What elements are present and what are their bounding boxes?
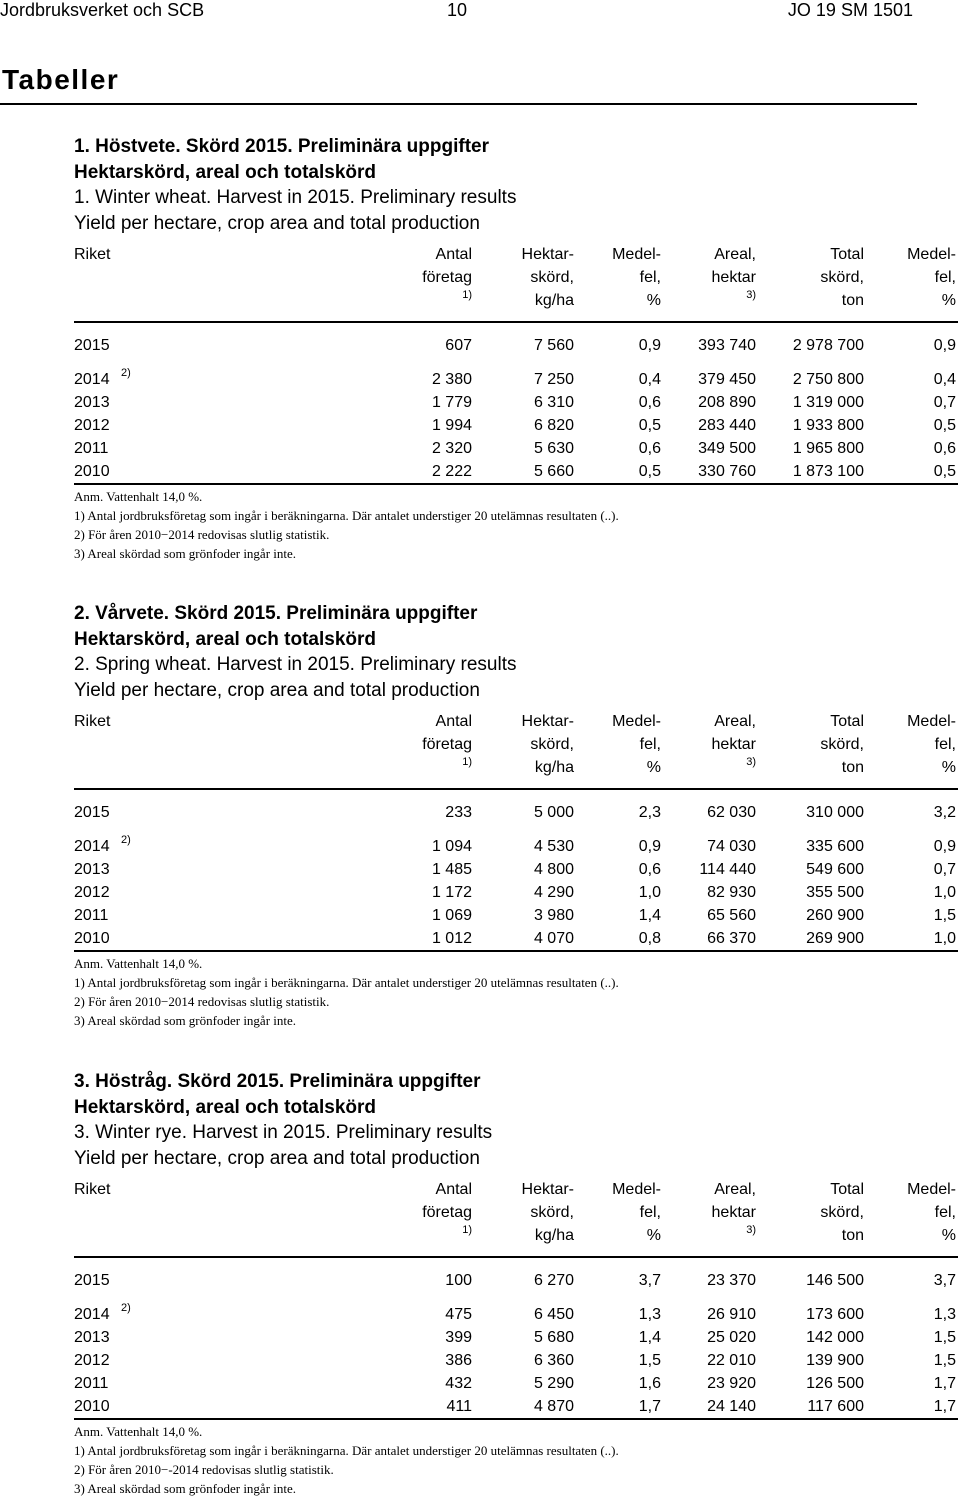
- header-line: Medel-: [612, 246, 661, 263]
- header-riket: Riket: [74, 1181, 111, 1198]
- col-medelfel: 1,5: [638, 1352, 661, 1369]
- col-hektarskord: 6 360: [533, 1352, 574, 1369]
- col-antal-foretag: 2 222: [431, 463, 472, 480]
- col-medelfel-total: 0,4: [933, 371, 956, 388]
- col-hektarskord: 5 660: [533, 463, 574, 480]
- col-riket: 2012: [74, 1352, 110, 1369]
- table-block-2: [74, 601, 958, 1030]
- col-hektarskord: 4 530: [533, 838, 574, 855]
- col-antal-foretag: 411: [446, 1398, 472, 1415]
- page-header: [0, 0, 960, 24]
- table-title-en: 2. Spring wheat. Harvest in 2015. Preliminary results: [74, 654, 517, 675]
- data-table: [74, 710, 958, 1030]
- col-riket: 2012: [74, 884, 110, 901]
- col-hektarskord: 7 560: [533, 337, 574, 354]
- table-header: [74, 710, 958, 790]
- col-areal: 393 740: [698, 337, 756, 354]
- col-hektarskord: 4 290: [533, 884, 574, 901]
- col-antal-foretag: 1 172: [431, 884, 472, 901]
- note-line: 2) För åren 2010−2014 redovisas slutlig statistik.: [74, 994, 330, 1009]
- header-line: ton: [841, 759, 864, 776]
- col-antal-foretag: 1 094: [431, 838, 472, 855]
- table-row: [74, 1395, 958, 1420]
- col-total-skord: 1 933 800: [792, 417, 864, 434]
- header-line: företag: [422, 269, 472, 286]
- header-line: skörd,: [820, 269, 864, 286]
- header-col-total-skord: [820, 243, 864, 312]
- col-antal-foretag: 100: [445, 1272, 472, 1289]
- table-row: [74, 368, 958, 391]
- footnote-marker: 1): [462, 1224, 472, 1236]
- header-col-total-skord: [820, 710, 864, 779]
- header-line: %: [941, 292, 956, 309]
- table-header: [74, 1178, 958, 1258]
- header-col-areal: [712, 710, 756, 769]
- header-line: skörd,: [530, 736, 574, 753]
- table-notes: [74, 487, 958, 563]
- note-line: 2) För åren 2010−2014 redovisas slutlig statistik.: [74, 527, 330, 542]
- header-line: företag: [422, 1204, 472, 1221]
- header-line: hektar: [711, 269, 756, 286]
- col-medelfel: 1,7: [638, 1398, 661, 1415]
- header-line: Areal,: [714, 1181, 756, 1198]
- col-riket: 2012: [74, 417, 110, 434]
- col-areal: 349 500: [698, 440, 756, 457]
- col-riket: 2014: [74, 1306, 110, 1323]
- note-line: 2) För åren 2010−-2014 redovisas slutlig statistik.: [74, 1462, 334, 1477]
- col-hektarskord: 4 870: [533, 1398, 574, 1415]
- header-col-hektarskord: [522, 1178, 574, 1247]
- table-block-3: [74, 1069, 958, 1498]
- header-line: skörd,: [820, 1204, 864, 1221]
- header-line: kg/ha: [534, 1227, 574, 1244]
- col-medelfel: 2,3: [638, 804, 661, 821]
- header-line: Medel-: [907, 713, 956, 730]
- table-row: [74, 1349, 958, 1372]
- footnote-marker: 1): [462, 289, 472, 301]
- header-col-antal-foretag: [422, 710, 472, 769]
- col-antal-foretag: 233: [445, 804, 472, 821]
- table-row: [74, 437, 958, 460]
- col-antal-foretag: 432: [445, 1375, 472, 1392]
- col-medelfel: 0,9: [638, 838, 661, 855]
- col-total-skord: 549 600: [806, 861, 864, 878]
- col-medelfel: 1,6: [638, 1375, 661, 1392]
- header-line: ton: [841, 292, 864, 309]
- col-medelfel-total: 0,6: [933, 440, 956, 457]
- col-antal-foretag: 1 994: [431, 417, 472, 434]
- col-medelfel-total: 1,5: [933, 1329, 956, 1346]
- table-subtitle-sv: Hektarskörd, areal och totalskörd: [74, 161, 376, 183]
- col-areal: 24 140: [707, 1398, 756, 1415]
- footnote-marker: 1): [462, 756, 472, 768]
- col-total-skord: 173 600: [806, 1306, 864, 1323]
- table-row: [74, 801, 958, 824]
- header-col-areal: [712, 1178, 756, 1237]
- header-line: Medel-: [612, 713, 661, 730]
- header-line: Areal,: [714, 713, 756, 730]
- col-riket: 2014: [74, 371, 110, 388]
- table-title-sv: 2. Vårvete. Skörd 2015. Preliminära uppgifter: [74, 603, 478, 624]
- col-riket: 2015: [74, 337, 110, 354]
- col-areal: 26 910: [707, 1306, 756, 1323]
- col-total-skord: 310 000: [806, 804, 864, 821]
- table-title-sv: 1. Höstvete. Skörd 2015. Preliminära uppgifter: [74, 136, 489, 157]
- col-riket: 2010: [74, 1398, 110, 1415]
- col-total-skord: 269 900: [806, 930, 864, 947]
- col-medelfel: 0,4: [638, 371, 661, 388]
- col-medelfel: 1,4: [638, 1329, 661, 1346]
- table-subtitle-sv: Hektarskörd, areal och totalskörd: [74, 1096, 376, 1118]
- col-total-skord: 126 500: [806, 1375, 864, 1392]
- data-table: [74, 1178, 958, 1498]
- col-medelfel-total: 1,7: [933, 1375, 956, 1392]
- col-total-skord: 146 500: [806, 1272, 864, 1289]
- table-row: [74, 334, 958, 357]
- header-line: Hektar-: [521, 713, 574, 730]
- table-row: [74, 835, 958, 858]
- footnote-marker: 3): [746, 756, 756, 768]
- header-line: fel,: [934, 1204, 956, 1221]
- note-line: 1) Antal jordbruksföretag som ingår i beräkningarna. Där antalet understiger 20 utelämnas resultaten (..).: [74, 1443, 619, 1458]
- col-areal: 114 440: [699, 861, 756, 878]
- header-col-antal-foretag: [422, 1178, 472, 1237]
- header-col-medelfel-total: [907, 243, 956, 312]
- header-line: fel,: [934, 269, 956, 286]
- table-title-en: 1. Winter wheat. Harvest in 2015. Preliminary results: [74, 187, 517, 208]
- page-number: 10: [447, 0, 468, 20]
- col-areal: 25 020: [707, 1329, 756, 1346]
- col-medelfel-total: 3,7: [933, 1272, 956, 1289]
- col-antal-foretag: 475: [445, 1306, 472, 1323]
- data-table: [74, 243, 958, 563]
- table-title-sv: 3. Höstråg. Skörd 2015. Preliminära uppgifter: [74, 1071, 481, 1092]
- header-line: %: [941, 759, 956, 776]
- header-line: Antal: [435, 713, 472, 730]
- col-riket: 2013: [74, 861, 110, 878]
- header-col-hektarskord: [522, 243, 574, 312]
- table-row: [74, 460, 958, 485]
- header-line: Total: [830, 1181, 864, 1198]
- col-medelfel-total: 0,9: [933, 838, 956, 855]
- col-antal-foretag: 2 380: [431, 371, 472, 388]
- col-areal: 74 030: [707, 838, 756, 855]
- col-medelfel: 1,0: [638, 884, 661, 901]
- col-hektarskord: 6 450: [533, 1306, 574, 1323]
- table-block-1: [74, 134, 958, 563]
- table-subtitle-sv: Hektarskörd, areal och totalskörd: [74, 628, 376, 650]
- header-line: Total: [830, 246, 864, 263]
- report-id: JO 19 SM 1501: [787, 0, 913, 20]
- col-riket: 2011: [74, 907, 109, 924]
- header-line: fel,: [639, 269, 661, 286]
- table-row: [74, 1372, 958, 1395]
- footnote-marker: 2): [121, 1302, 131, 1314]
- col-total-skord: 117 600: [807, 1398, 864, 1415]
- header-line: %: [646, 292, 661, 309]
- col-medelfel-total: 1,3: [933, 1306, 956, 1323]
- col-areal: 208 890: [698, 394, 756, 411]
- col-medelfel-total: 0,5: [933, 463, 956, 480]
- header-col-total-skord: [820, 1178, 864, 1247]
- table-subtitle-en: Yield per hectare, crop area and total production: [74, 1147, 480, 1169]
- col-medelfel-total: 1,5: [933, 1352, 956, 1369]
- header-line: Medel-: [907, 1181, 956, 1198]
- col-riket: 2010: [74, 463, 110, 480]
- header-col-medelfel: [612, 243, 661, 312]
- header-col-medelfel: [612, 1178, 661, 1247]
- col-hektarskord: 6 820: [533, 417, 574, 434]
- col-total-skord: 260 900: [806, 907, 864, 924]
- title-rule: [0, 103, 917, 105]
- col-areal: 65 560: [707, 907, 756, 924]
- header-line: Antal: [435, 246, 472, 263]
- col-medelfel: 1,3: [638, 1306, 661, 1323]
- col-riket: 2015: [74, 1272, 110, 1289]
- col-antal-foretag: 399: [445, 1329, 472, 1346]
- col-areal: 62 030: [707, 804, 756, 821]
- table-row: [74, 881, 958, 904]
- header-col-medelfel-total: [907, 1178, 956, 1247]
- col-medelfel: 3,7: [638, 1272, 661, 1289]
- header-line: skörd,: [530, 269, 574, 286]
- col-total-skord: 335 600: [806, 838, 864, 855]
- col-medelfel: 0,8: [638, 930, 661, 947]
- col-total-skord: 142 000: [806, 1329, 864, 1346]
- col-riket: 2013: [74, 394, 110, 411]
- table-notes: [74, 1422, 958, 1498]
- table-row: [74, 1303, 958, 1326]
- note-line: 3) Areal skördad som grönfoder ingår inte.: [74, 1481, 297, 1496]
- col-medelfel: 0,6: [638, 861, 661, 878]
- section-title: Tabeller: [2, 64, 120, 95]
- note-line: 3) Areal skördad som grönfoder ingår inte.: [74, 546, 297, 561]
- col-areal: 82 930: [707, 884, 756, 901]
- col-antal-foretag: 607: [445, 337, 472, 354]
- header-line: företag: [422, 736, 472, 753]
- col-areal: 379 450: [698, 371, 756, 388]
- header-line: Areal,: [714, 246, 756, 263]
- col-total-skord: 2 750 800: [792, 371, 864, 388]
- col-medelfel: 0,6: [638, 394, 661, 411]
- col-antal-foretag: 2 320: [431, 440, 472, 457]
- note-line: Anm. Vattenhalt 14,0 %.: [74, 1424, 203, 1439]
- col-medelfel-total: 1,7: [933, 1398, 956, 1415]
- table-row: [74, 1326, 958, 1349]
- header-line: Medel-: [907, 246, 956, 263]
- footnote-marker: 2): [121, 834, 131, 846]
- col-hektarskord: 5 290: [533, 1375, 574, 1392]
- col-riket: 2011: [74, 1375, 109, 1392]
- col-medelfel: 0,5: [638, 417, 661, 434]
- col-medelfel-total: 0,7: [933, 861, 956, 878]
- header-line: kg/ha: [534, 292, 574, 309]
- col-medelfel: 0,6: [638, 440, 661, 457]
- col-medelfel-total: 1,5: [933, 907, 956, 924]
- col-medelfel-total: 0,5: [933, 417, 956, 434]
- header-riket: Riket: [74, 246, 111, 263]
- note-line: 1) Antal jordbruksföretag som ingår i beräkningarna. Där antalet understiger 20 utelämnas resultaten (..).: [74, 975, 619, 990]
- table-subtitle-en: Yield per hectare, crop area and total production: [74, 212, 480, 234]
- col-medelfel-total: 1,0: [933, 930, 956, 947]
- col-areal: 22 010: [707, 1352, 756, 1369]
- header-line: hektar: [711, 1204, 756, 1221]
- col-riket: 2011: [74, 440, 109, 457]
- col-hektarskord: 7 250: [533, 371, 574, 388]
- header-line: %: [646, 1227, 661, 1244]
- col-areal: 330 760: [698, 463, 756, 480]
- col-antal-foretag: 1 485: [431, 861, 472, 878]
- col-hektarskord: 5 680: [533, 1329, 574, 1346]
- header-col-antal-foretag: [422, 243, 472, 302]
- header-col-medelfel: [612, 710, 661, 779]
- header-line: hektar: [711, 736, 756, 753]
- header-col-medelfel-total: [907, 710, 956, 779]
- col-total-skord: 139 900: [806, 1352, 864, 1369]
- col-hektarskord: 3 980: [533, 907, 574, 924]
- header-line: fel,: [639, 1204, 661, 1221]
- col-medelfel: 0,9: [638, 337, 661, 354]
- col-medelfel: 1,4: [638, 907, 661, 924]
- header-line: Medel-: [612, 1181, 661, 1198]
- note-line: 1) Antal jordbruksföretag som ingår i beräkningarna. Där antalet understiger 20 utelämnas resultaten (..).: [74, 508, 619, 523]
- col-total-skord: 1 319 000: [792, 394, 864, 411]
- col-hektarskord: 5 000: [533, 804, 574, 821]
- table-row: [74, 391, 958, 414]
- table-row: [74, 927, 958, 952]
- col-total-skord: 2 978 700: [792, 337, 864, 354]
- col-hektarskord: 6 270: [533, 1272, 574, 1289]
- header-line: Hektar-: [521, 246, 574, 263]
- header-col-hektarskord: [522, 710, 574, 779]
- header-line: ton: [841, 1227, 864, 1244]
- header-line: Antal: [435, 1181, 472, 1198]
- table-title-en: 3. Winter rye. Harvest in 2015. Preliminary results: [74, 1122, 493, 1143]
- footnote-marker: 2): [121, 367, 131, 379]
- header-line: skörd,: [530, 1204, 574, 1221]
- table-row: [74, 1269, 958, 1292]
- header-line: Hektar-: [521, 1181, 574, 1198]
- col-medelfel-total: 1,0: [933, 884, 956, 901]
- header-line: skörd,: [820, 736, 864, 753]
- table-header: [74, 243, 958, 323]
- header-col-areal: [712, 243, 756, 302]
- col-riket: 2010: [74, 930, 110, 947]
- col-total-skord: 1 873 100: [792, 463, 864, 480]
- col-riket: 2013: [74, 1329, 110, 1346]
- header-line: %: [646, 759, 661, 776]
- header-publisher: Jordbruksverket och SCB: [0, 0, 205, 20]
- col-areal: 23 370: [707, 1272, 756, 1289]
- header-line: fel,: [639, 736, 661, 753]
- col-medelfel: 0,5: [638, 463, 661, 480]
- footnote-marker: 3): [746, 289, 756, 301]
- col-medelfel-total: 0,7: [933, 394, 956, 411]
- col-areal: 23 920: [707, 1375, 756, 1392]
- table-subtitle-en: Yield per hectare, crop area and total production: [74, 679, 480, 701]
- note-line: 3) Areal skördad som grönfoder ingår inte.: [74, 1013, 297, 1028]
- table-notes: [74, 954, 958, 1030]
- col-medelfel-total: 3,2: [933, 804, 956, 821]
- footnote-marker: 3): [746, 1224, 756, 1236]
- col-antal-foretag: 1 069: [431, 907, 472, 924]
- header-line: Total: [830, 713, 864, 730]
- header-line: fel,: [934, 736, 956, 753]
- col-areal: 283 440: [698, 417, 756, 434]
- table-row: [74, 414, 958, 437]
- col-antal-foretag: 1 779: [431, 394, 472, 411]
- col-hektarskord: 5 630: [533, 440, 574, 457]
- col-medelfel-total: 0,9: [933, 337, 956, 354]
- col-antal-foretag: 386: [445, 1352, 472, 1369]
- col-riket: 2015: [74, 804, 110, 821]
- header-line: %: [941, 1227, 956, 1244]
- col-hektarskord: 6 310: [533, 394, 574, 411]
- col-antal-foretag: 1 012: [431, 930, 472, 947]
- note-line: Anm. Vattenhalt 14,0 %.: [74, 489, 203, 504]
- table-row: [74, 904, 958, 927]
- col-riket: 2014: [74, 838, 110, 855]
- table-row: [74, 858, 958, 881]
- header-line: kg/ha: [534, 759, 574, 776]
- col-hektarskord: 4 800: [533, 861, 574, 878]
- col-hektarskord: 4 070: [533, 930, 574, 947]
- col-total-skord: 355 500: [806, 884, 864, 901]
- col-areal: 66 370: [707, 930, 756, 947]
- col-total-skord: 1 965 800: [792, 440, 864, 457]
- note-line: Anm. Vattenhalt 14,0 %.: [74, 956, 203, 971]
- header-riket: Riket: [74, 713, 111, 730]
